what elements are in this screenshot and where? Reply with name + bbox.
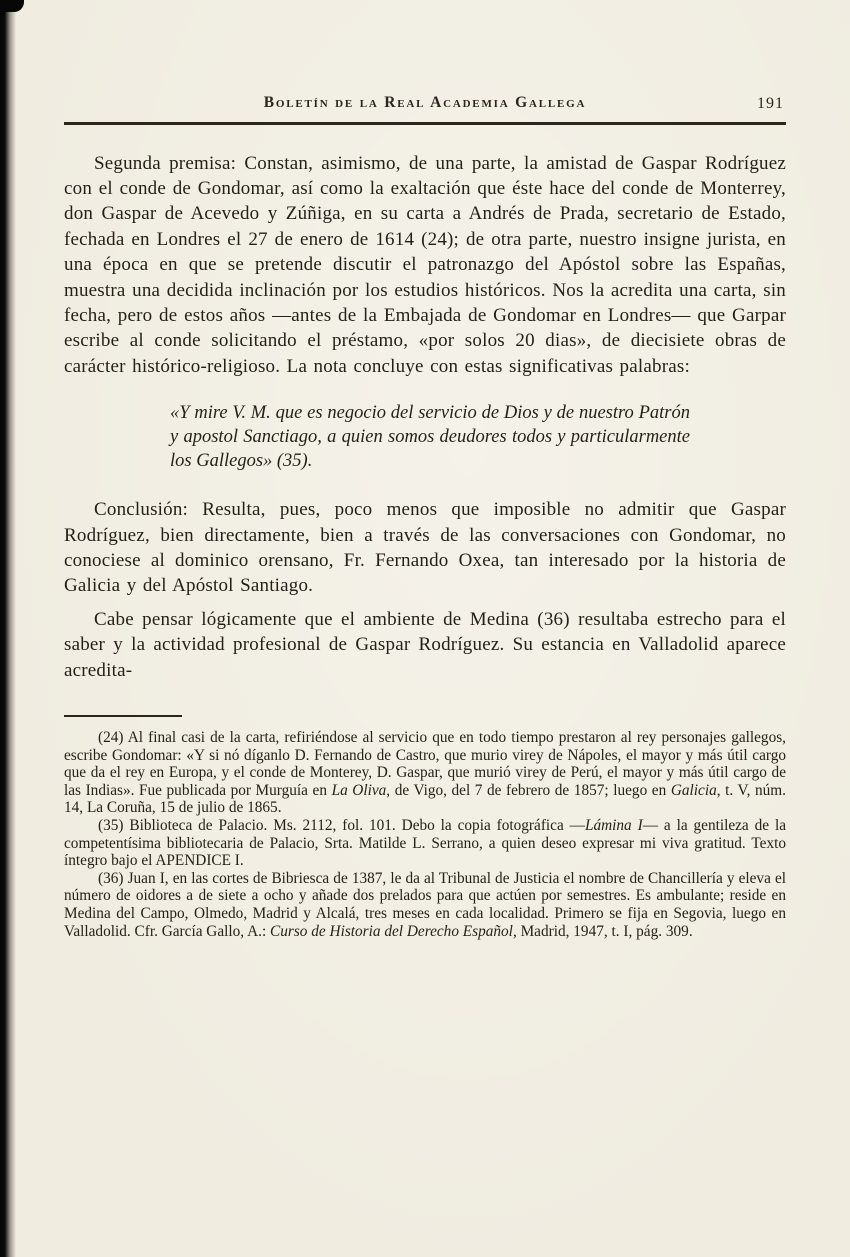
quote-block: «Y mire V. M. que es negocio del servicio de Dios y de nuestro Patrón y apostol Sanctiago, a quien somos deudores todos y particularmente los Gallegos» (35). xyxy=(170,403,690,472)
footnote-separator xyxy=(64,715,182,717)
body-paragraph-3: Cabe pensar lógicamente que el ambiente de Medina (36) resultaba estrecho para el saber y la actividad profesional de Gaspar Rodríguez. Su estancia en Valladolid aparece acredita- xyxy=(64,608,786,681)
footnote-36: (36) Juan I, en las cortes de Bibriesca de 1387, le da al Tribunal de Justicia el nombre de Chancillería y eleva el número de oidores a de siete a ocho y añade dos prelados para que actúen por semestres. Es ambulante; reside en Medina del Campo, Olmedo, Madrid y Alcalá, tres meses en cada localidad. Primero se fija en Segovia, luego en Valladolid. Cfr. García Gallo, A.: Curso de Historia del Derecho Español, Madrid, 1947, t. I, pág. 309. xyxy=(64,869,786,940)
running-title: Boletín de la Real Academia Gallega xyxy=(263,94,587,111)
body-paragraph-2: Conclusión: Resulta, pues, poco menos que imposible no admitir que Gaspar Rodríguez, bien directamente, bien a través de las conversaciones con Gondomar, no conociese al dominico orensano, Fr. Fernando Oxea, tan interesado por la historia de Galicia y del Apóstol Santiago. xyxy=(64,499,786,597)
body-paragraph-1: Segunda premisa: Constan, asimismo, de una parte, la amistad de Gaspar Rodríguez con el conde de Gondomar, así como la exaltación que éste hace del conde de Monterrey, don Gaspar de Acevedo y Zúñiga, en su carta a Andrés de Prada, secretario de Estado, fechada en Londres el 27 de enero de 1614 (24); de otra parte, nuestro insigne jurista, en una época en que se pretende discutir el patronazgo del Apóstol sobre las Españas, muestra una decidida inclinación por los estudios históricos. Nos la acredita una carta, sin fecha, pero de estos años —antes de la Embajada de Gondomar en Londres— que Garpar escribe al conde solicitando el préstamo, «por solos 20 dias», de diecisiete obras de carácter histórico-religioso. La nota concluye con estas significativas palabras: xyxy=(64,152,786,377)
scan-gutter-shadow xyxy=(0,0,16,1257)
page-number: 191 xyxy=(757,95,784,112)
page-content xyxy=(64,94,786,940)
page-header xyxy=(64,94,786,116)
header-rule xyxy=(64,122,786,125)
footnote-35: (35) Biblioteca de Palacio. Ms. 2112, fol. 101. Debo la copia fotográfica —Lámina I— a la gentileza de la competentísima bibliotecaria de Palacio, Srta. Matilde L. Serrano, a quien deseo expresar mi viva gratitud. Texto íntegro bajo el APENDICE I. xyxy=(64,816,786,870)
scan-corner-mark xyxy=(0,0,24,12)
footnotes-section xyxy=(64,729,786,940)
footnote-24: (24) Al final casi de la carta, refiriéndose al servicio que en todo tiempo prestaron al rey personajes gallegos, escribe Gondomar: «Y si nó díganlo D. Fernando de Castro, que murio virey de Nápoles, el mayor y más útil cargo que da el rey en Europa, y el conde de Monterey, D. Gaspar, que murió virey de Perú, el mayor y más útil cargo de las Indias». Fue publicada por Murguía en La Oliva, de Vigo, del 7 de febrero de 1857; luego en Galicia, t. V, núm. 14, La Coruña, 15 de julio de 1865. xyxy=(64,729,787,817)
